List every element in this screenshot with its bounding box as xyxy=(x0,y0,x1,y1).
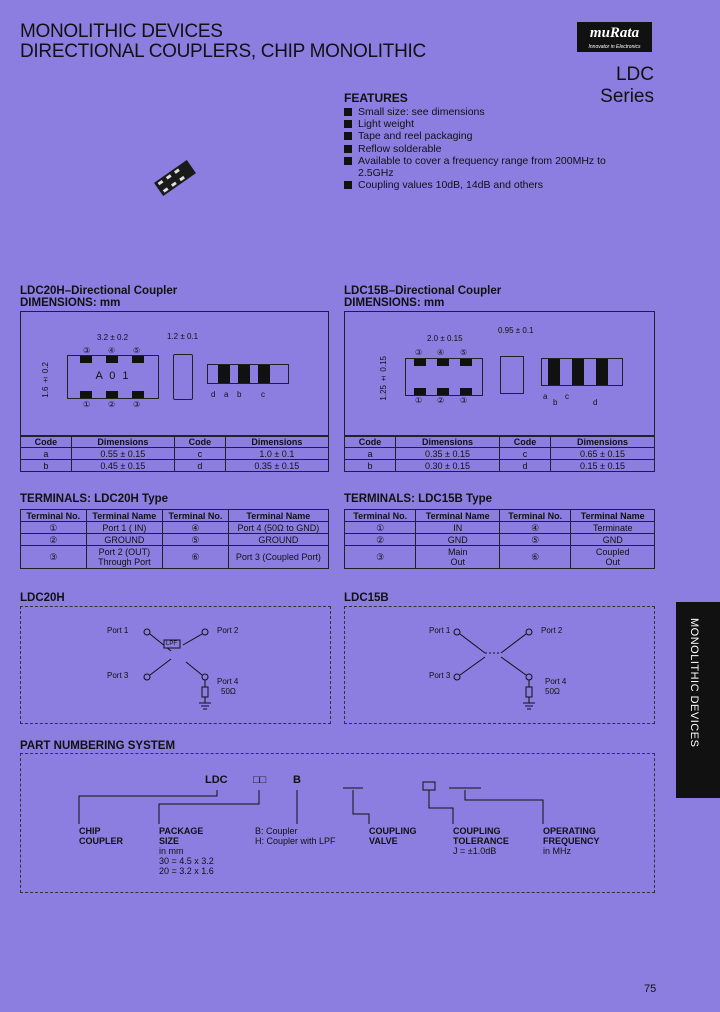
table-row: ② GND ⑤ GND xyxy=(345,534,655,546)
side-tab-label: MONOLITHIC DEVICES xyxy=(688,618,700,748)
ldc15b-dim-top: 2.0 ± 0.15 xyxy=(427,334,463,343)
field-package-size-detail: in mm 30 = 4.5 x 3.2 20 = 3.2 x 1.6 xyxy=(159,846,214,876)
port-4-label: Port 4 xyxy=(545,677,567,686)
title-line-1: MONOLITHIC DEVICES xyxy=(20,21,223,42)
ldc20h-dim-right: 1.2 ± 0.1 xyxy=(167,332,199,341)
side-label: c xyxy=(261,390,265,399)
terminal-pad xyxy=(460,388,472,395)
ldc20h-terminal-table: Terminal No. Terminal Name Terminal No. Terminal Name ① Port 1 ( IN) ④ Port 4 (50Ω to GND) ② GROUND ⑤ GROUND ③ Port 2 (OUT) Through Port ⑥ Port 3 (Coupled Port) xyxy=(20,509,329,569)
feature-item: Available to cover a frequency range from 200MHz to 2.5GHz xyxy=(344,155,623,179)
terminal-pad xyxy=(238,365,250,383)
field-chip-coupler: CHIP COUPLER xyxy=(79,826,124,846)
ldc20h-chip-bottom-view xyxy=(207,364,289,384)
port-2-label: Port 2 xyxy=(217,626,239,635)
chip-photo xyxy=(150,160,200,196)
terminal-pad xyxy=(437,359,449,366)
bullet-icon xyxy=(344,132,352,140)
features-list xyxy=(344,106,634,191)
port-2-label: Port 2 xyxy=(541,626,563,635)
part-numbering-heading: PART NUMBERING SYSTEM xyxy=(20,740,176,752)
ldc15b-dim-side: 1.25 ± 0.15 xyxy=(379,356,388,401)
ldc15b-dimension-drawing xyxy=(344,311,655,437)
table-row: a 0.35 ± 0.15 c 0.65 ± 0.15 xyxy=(345,448,655,460)
terminal-pad xyxy=(106,391,118,398)
part-code-prefix: LDC xyxy=(205,774,228,786)
section-side-tab xyxy=(676,602,720,798)
terminal-pad xyxy=(106,356,118,363)
logo-text: muRata xyxy=(589,25,640,41)
side-label: d xyxy=(593,398,598,407)
ldc15b-dimension-table: Code Dimensions Code Dimensions a 0.35 ± 0.15 c 0.65 ± 0.15 b 0.30 ± 0.15 d 0.15 ± 0.15 xyxy=(344,435,655,472)
field-operating-frequency: OPERATING FREQUENCY xyxy=(543,826,600,846)
pin-label: ② xyxy=(437,396,445,405)
port-1-label: Port 1 xyxy=(107,626,129,635)
ldc15b-terminal-table: Terminal No. Terminal Name Terminal No. Terminal Name ① IN ④ Terminate ② GND ⑤ GND ③ Main Out ⑥ Coupled Out xyxy=(344,509,655,569)
terminal-pad xyxy=(414,359,426,366)
ldc20h-dim-top: 3.2 ± 0.2 xyxy=(97,333,129,342)
ldc15b-terminals-heading: TERMINALS: LDC15B Type xyxy=(344,493,493,505)
terminal-pad xyxy=(132,356,144,363)
side-label: c xyxy=(565,392,569,401)
field-coupling-value: COUPLING VALVE xyxy=(369,826,417,846)
side-label: a xyxy=(224,390,229,399)
bullet-icon xyxy=(344,181,352,189)
terminal-pad xyxy=(258,365,270,383)
field-coupling-tolerance-detail: J = ±1.0dB xyxy=(453,846,497,856)
ldc15b-dimensions-heading: DIMENSIONS: mm xyxy=(344,297,445,309)
pin-label: ① xyxy=(415,396,423,405)
table-row: b 0.45 ± 0.15 d 0.35 ± 0.15 xyxy=(21,460,329,472)
pin-label: ④ xyxy=(437,348,445,357)
part-code-type: B xyxy=(293,774,301,786)
ldc20h-chip-side-view xyxy=(173,354,193,400)
pin-label: ① xyxy=(83,400,91,409)
pin-label: ④ xyxy=(108,346,116,355)
feature-item: Reflow solderable xyxy=(344,143,634,155)
side-label: a xyxy=(543,392,548,401)
pin-label: ⑤ xyxy=(133,346,141,355)
pin-label: ③ xyxy=(460,396,468,405)
ldc15b-chip-bottom-view xyxy=(541,358,623,386)
terminal-pad xyxy=(548,359,560,385)
pin-label: ③ xyxy=(415,348,423,357)
bullet-icon xyxy=(344,157,352,165)
table-row: ① IN ④ Terminate xyxy=(345,522,655,534)
terminal-pad xyxy=(572,359,584,385)
table-row: ③ Port 2 (OUT) Through Port ⑥ Port 3 (Coupled Port) xyxy=(21,546,329,569)
ldc15b-schematic xyxy=(345,607,654,723)
bullet-icon xyxy=(344,120,352,128)
pin-label: ③ xyxy=(83,346,91,355)
bullet-icon xyxy=(344,108,352,116)
side-label: d xyxy=(211,390,216,399)
field-coupling-tolerance: COUPLING TOLERANCE xyxy=(453,826,509,846)
port-4-label: Port 4 xyxy=(217,677,239,686)
resistor-label: 50Ω xyxy=(221,687,236,696)
ldc20h-circuit-diagram xyxy=(20,606,331,724)
pin-label: ⑤ xyxy=(460,348,468,357)
terminal-pad xyxy=(218,365,230,383)
logo-tagline: Innovator in Electronics xyxy=(588,44,641,50)
murata-logo xyxy=(577,22,652,52)
terminal-pad xyxy=(132,391,144,398)
ldc20h-heading: LDC20H–Directional Coupler xyxy=(20,285,178,297)
title-line-2: DIRECTIONAL COUPLERS, CHIP MONOLITHIC xyxy=(20,41,426,62)
terminal-pad xyxy=(596,359,608,385)
bullet-icon xyxy=(344,145,352,153)
pin-label: ② xyxy=(108,400,116,409)
series-name: LDC Series xyxy=(600,64,654,107)
field-type-detail: B: Coupler H: Coupler with LPF xyxy=(255,826,336,846)
table-row: b 0.30 ± 0.15 d 0.15 ± 0.15 xyxy=(345,460,655,472)
ldc15b-heading: LDC15B–Directional Coupler xyxy=(344,285,502,297)
table-row: a 0.55 ± 0.15 c 1.0 ± 0.1 xyxy=(21,448,329,460)
resistor-label: 50Ω xyxy=(545,687,560,696)
part-numbering-diagram xyxy=(20,753,655,893)
field-operating-frequency-detail: in MHz xyxy=(543,846,572,856)
ldc20h-dim-side: 1.6 ± 0.2 xyxy=(41,362,50,398)
page-number: 75 xyxy=(644,983,657,995)
ldc20h-dimension-table: Code Dimensions Code Dimensions a 0.55 ± 0.15 c 1.0 ± 0.1 b 0.45 ± 0.15 d 0.35 ± 0.15 xyxy=(20,435,329,472)
field-package-size: PACKAGE SIZE xyxy=(159,826,204,846)
part-code-size: □□ xyxy=(253,774,267,786)
ldc20h-schematic xyxy=(21,607,330,723)
ldc15b-dim-right: 0.95 ± 0.1 xyxy=(498,326,534,335)
table-row: ① Port 1 ( IN) ④ Port 4 (50Ω to GND) xyxy=(21,522,329,534)
pin-label: ③ xyxy=(133,400,141,409)
terminal-pad xyxy=(460,359,472,366)
side-label: b xyxy=(237,390,242,399)
features-heading: FEATURES xyxy=(344,91,408,105)
terminal-pad xyxy=(80,391,92,398)
lpf-label: LPF xyxy=(166,641,178,647)
ldc20h-dimensions-heading: DIMENSIONS: mm xyxy=(20,297,121,309)
side-label: b xyxy=(553,398,558,407)
feature-item: Tape and reel packaging xyxy=(344,130,634,142)
part-numbering-connectors xyxy=(21,754,654,834)
terminal-pad xyxy=(437,388,449,395)
ldc20h-dimension-drawing xyxy=(20,311,329,437)
port-1-label: Port 1 xyxy=(429,626,451,635)
chip-marking: A 0 1 xyxy=(95,370,131,382)
terminal-pad xyxy=(414,388,426,395)
table-row: ③ Main Out ⑥ Coupled Out xyxy=(345,546,655,569)
table-row: ② GROUND ⑤ GROUND xyxy=(21,534,329,546)
ldc15b-chip-top-view xyxy=(405,358,483,396)
ldc20h-chip-top-view xyxy=(67,355,159,399)
feature-item: Light weight xyxy=(344,118,634,130)
ldc15b-circuit-heading: LDC15B xyxy=(344,592,389,604)
terminal-pad xyxy=(80,356,92,363)
feature-item: Coupling values 10dB, 14dB and others xyxy=(344,179,634,191)
ldc20h-terminals-heading: TERMINALS: LDC20H Type xyxy=(20,493,169,505)
feature-item: Small size: see dimensions xyxy=(344,106,634,118)
port-3-label: Port 3 xyxy=(429,671,451,680)
ldc15b-chip-side-view xyxy=(500,356,524,394)
ldc15b-circuit-diagram xyxy=(344,606,655,724)
port-3-label: Port 3 xyxy=(107,671,129,680)
ldc20h-circuit-heading: LDC20H xyxy=(20,592,65,604)
